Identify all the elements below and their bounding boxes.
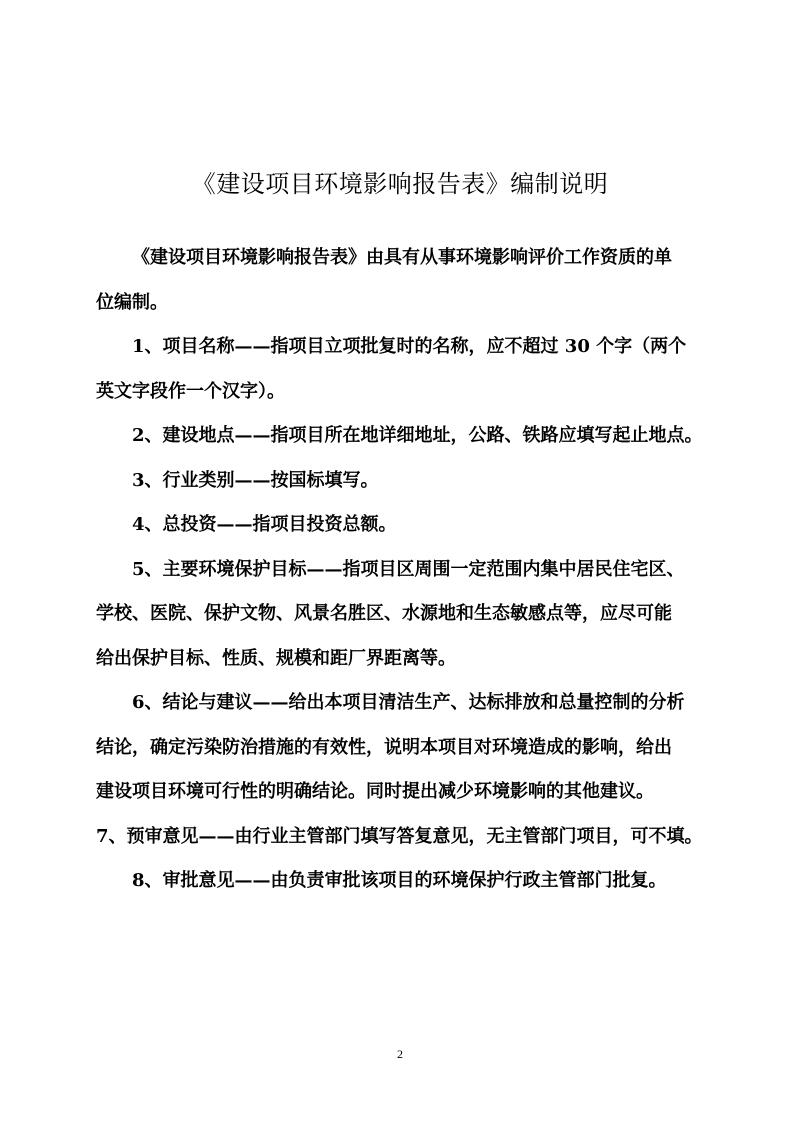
item-5-line-2: 学校、医院、保护文物、风景名胜区、水源地和生态敏感点等，应尽可能	[96, 603, 672, 624]
item-5-line-3: 给出保护目标、性质、规模和距厂界距离等。	[96, 647, 456, 669]
item-7: 7、预审意见——由行业主管部门填写答复意见，无主管部门项目，可不填。	[96, 825, 703, 847]
item-6-line-3: 建设项目环境可行性的明确结论。同时提出减少环境影响的其他建议。	[96, 781, 654, 802]
document-title: 《建设项目环境影响报告表》编制说明	[191, 170, 609, 198]
item-8: 8、审批意见——由负责审批该项目的环境保护行政主管部门批复。	[132, 870, 667, 891]
paragraph-intro-line-1: 《建设项目环境影响报告表》由具有从事环境影响评价工作资质的单	[132, 247, 672, 268]
item-6-line-2: 结论，确定污染防治措施的有效性，说明本项目对环境造成的影响，给出	[96, 736, 672, 758]
item-6-line-1: 6、结论与建议——给出本项目清洁生产、达标排放和总量控制的分析	[132, 692, 685, 713]
item-3: 3、行业类别——按国标填写。	[132, 469, 379, 491]
page-number: 2	[397, 1047, 403, 1061]
item-1-line-2: 英文字段作一个汉字）。	[96, 380, 285, 402]
item-2: 2、建设地点——指项目所在地详细地址，公路、铁路应填写起止地点。	[132, 425, 703, 446]
item-5-line-1: 5、主要环境保护目标——指项目区周围一定范围内集中居民住宅区、	[132, 558, 685, 580]
item-4: 4、总投资——指项目投资总额。	[132, 514, 397, 535]
paragraph-intro-line-2: 位编制。	[96, 291, 168, 313]
document-body	[96, 240, 710, 908]
item-1-line-1: 1、项目名称——指项目立项批复时的名称，应不超过 30 个字（两个	[132, 336, 687, 357]
